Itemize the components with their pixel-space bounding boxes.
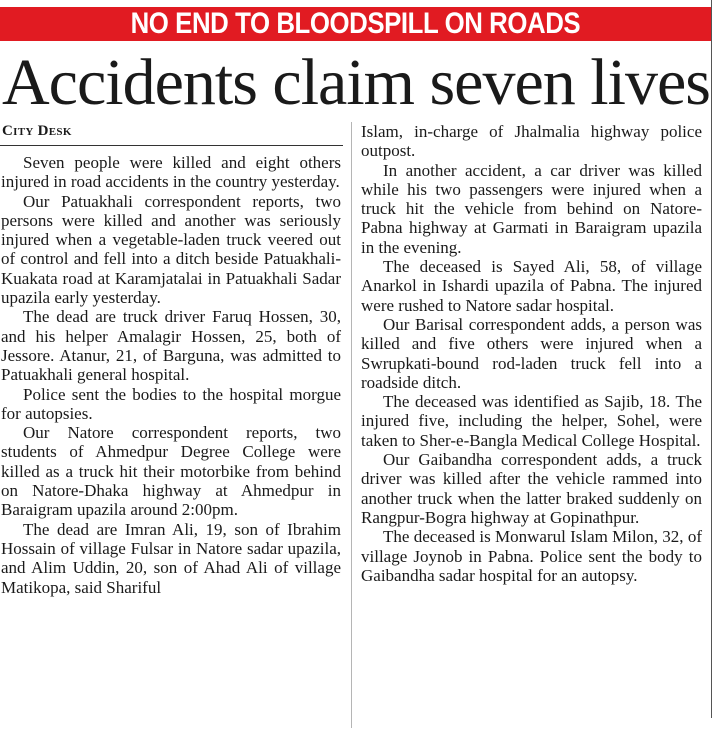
article-column-left	[1, 153, 341, 597]
paragraph: The dead are Imran Ali, 19, son of Ibrahim Hossain of village Fulsar in Natore sadar upazila, and Alim Uddin, 20, son of Ahad Ali of village Matikopa, said Shariful	[1, 519, 341, 597]
paragraph: Our Barisal correspondent adds, a person was killed and five others were injured when a Swrupkati-bound rod-laden truck fell into a roadside ditch.	[361, 314, 702, 392]
paragraph: In another accident, a car driver was killed while his two passengers were injured when a truck hit the vehicle from behind on Natore-Pabna highway at Garmati in Baraigram upazila in the evening.	[361, 160, 702, 257]
paragraph: Our Natore correspondent reports, two students of Ahmedpur Degree College were killed as a truck hit their motorbike from behind on Natore-Dhaka highway at Ahmedpur in Baraigram upazila around 2:00pm.	[1, 423, 341, 520]
byline-rule	[0, 145, 343, 146]
paragraph-continued: Islam, in-charge of Jhalmalia highway police outpost.	[361, 122, 702, 161]
article-column-right	[361, 122, 702, 585]
page-frame-line	[711, 0, 712, 718]
byline: City Desk	[2, 123, 72, 139]
column-divider	[351, 122, 352, 728]
paragraph: Seven people were killed and eight others injured in road accidents in the country yesterday.	[1, 153, 341, 192]
paragraph: The deceased is Monwarul Islam Milon, 32, of village Joynob in Pabna. Police sent the body to Gaibandha sadar hospital for an autopsy.	[361, 527, 702, 585]
paragraph: The dead are truck driver Faruq Hossen, 30, and his helper Amalagir Hossen, 25, both of Jessore. Atanur, 21, of Barguna, was admitted to Patuakhali general hospital.	[1, 307, 341, 385]
paragraph: The deceased is Sayed Ali, 58, of village Anarkol in Ishardi upazila of Pabna. The injured were rushed to Natore sadar hospital.	[361, 257, 702, 315]
paragraph: The deceased was identified as Sajib, 18. The injured five, including the helper, Sohel, were taken to Sher-e-Bangla Medical College Hospital.	[361, 392, 702, 450]
kicker-text: NO END TO BLOODSPILL ON ROADS	[130, 7, 581, 40]
kicker-banner	[0, 7, 711, 41]
paragraph: Our Patuakhali correspondent reports, two persons were killed and another was seriously injured when a vegetable-laden truck veered out of control and fell into a ditch beside Patuakhali-Kuakata road at Karamjatalai in Patuakhali Sadar upazila early yesterday.	[1, 191, 341, 308]
paragraph: Police sent the bodies to the hospital morgue for autopsies.	[1, 384, 341, 423]
paragraph: Our Gaibandha correspondent adds, a truck driver was killed after the vehicle rammed into another truck when the latter braked suddenly on Rangpur-Bogra highway at Gopinathpur.	[361, 450, 702, 527]
headline: Accidents claim seven lives	[2, 46, 710, 119]
